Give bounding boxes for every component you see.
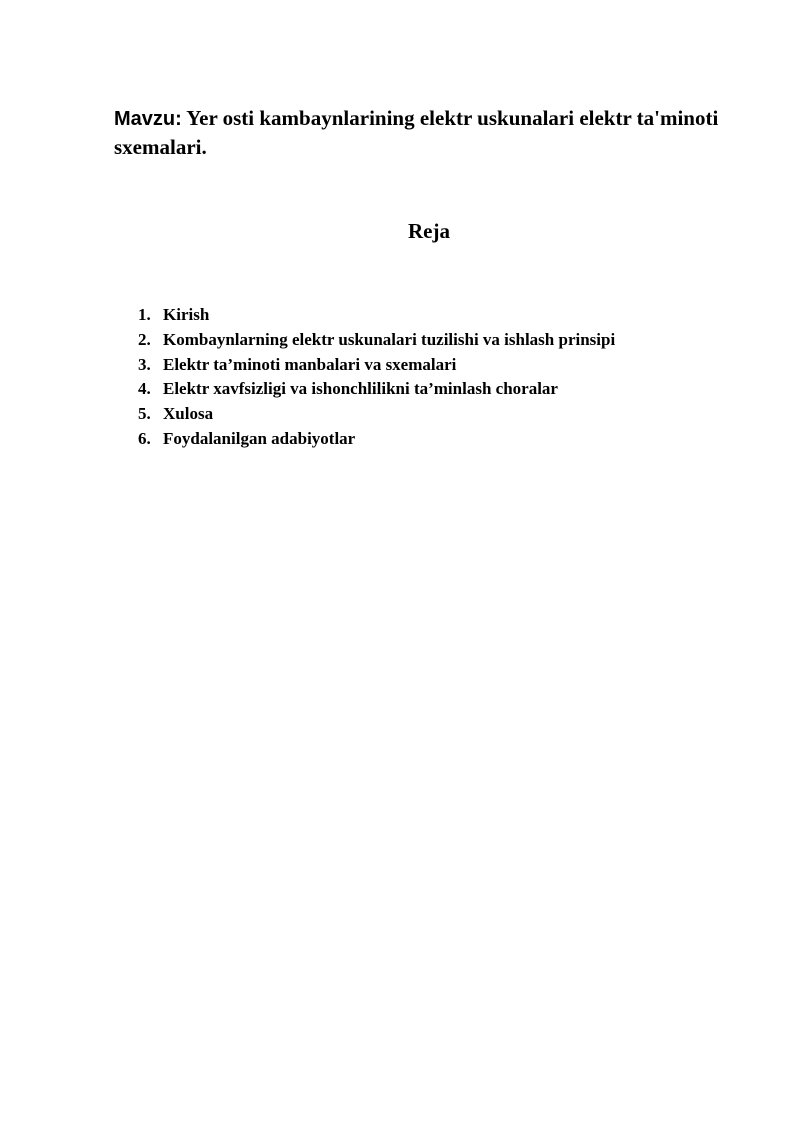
plan-item-number: 5. bbox=[138, 404, 151, 424]
plan-item-text: Kombaynlarning elektr uskunalari tuzilishi va ishlash prinsipi bbox=[163, 329, 616, 349]
plan-item-number: 6. bbox=[138, 428, 151, 448]
plan-item bbox=[138, 402, 758, 427]
plan-item-text: Elektr ta’minoti manbalari va sxemalari bbox=[163, 354, 457, 374]
plan-item-text: Elektr xavfsizligi va ishonchlilikni ta’minlash choralar bbox=[163, 379, 558, 399]
plan-item-number: 1. bbox=[138, 305, 151, 324]
plan-item-text: Foydalanilgan adabiyotlar bbox=[163, 428, 356, 448]
plan-item-number: 4. bbox=[138, 379, 151, 399]
plan-heading: Reja bbox=[408, 219, 450, 243]
title-label: Mavzu: bbox=[114, 108, 182, 130]
document-title bbox=[114, 104, 754, 161]
plan-item bbox=[138, 328, 758, 353]
plan-item bbox=[138, 377, 758, 402]
plan-item bbox=[138, 303, 758, 328]
title-text: Yer osti kambaynlarining elektr uskunalari elektr ta'minoti sxemalari. bbox=[114, 106, 719, 159]
plan-item bbox=[138, 353, 758, 378]
plan-item-number: 2. bbox=[138, 329, 151, 349]
plan-item-text: Kirish bbox=[163, 305, 210, 324]
plan-list bbox=[138, 303, 758, 452]
plan-item-number: 3. bbox=[138, 354, 151, 374]
plan-item-text: Xulosa bbox=[163, 404, 214, 424]
plan-item bbox=[138, 427, 758, 452]
